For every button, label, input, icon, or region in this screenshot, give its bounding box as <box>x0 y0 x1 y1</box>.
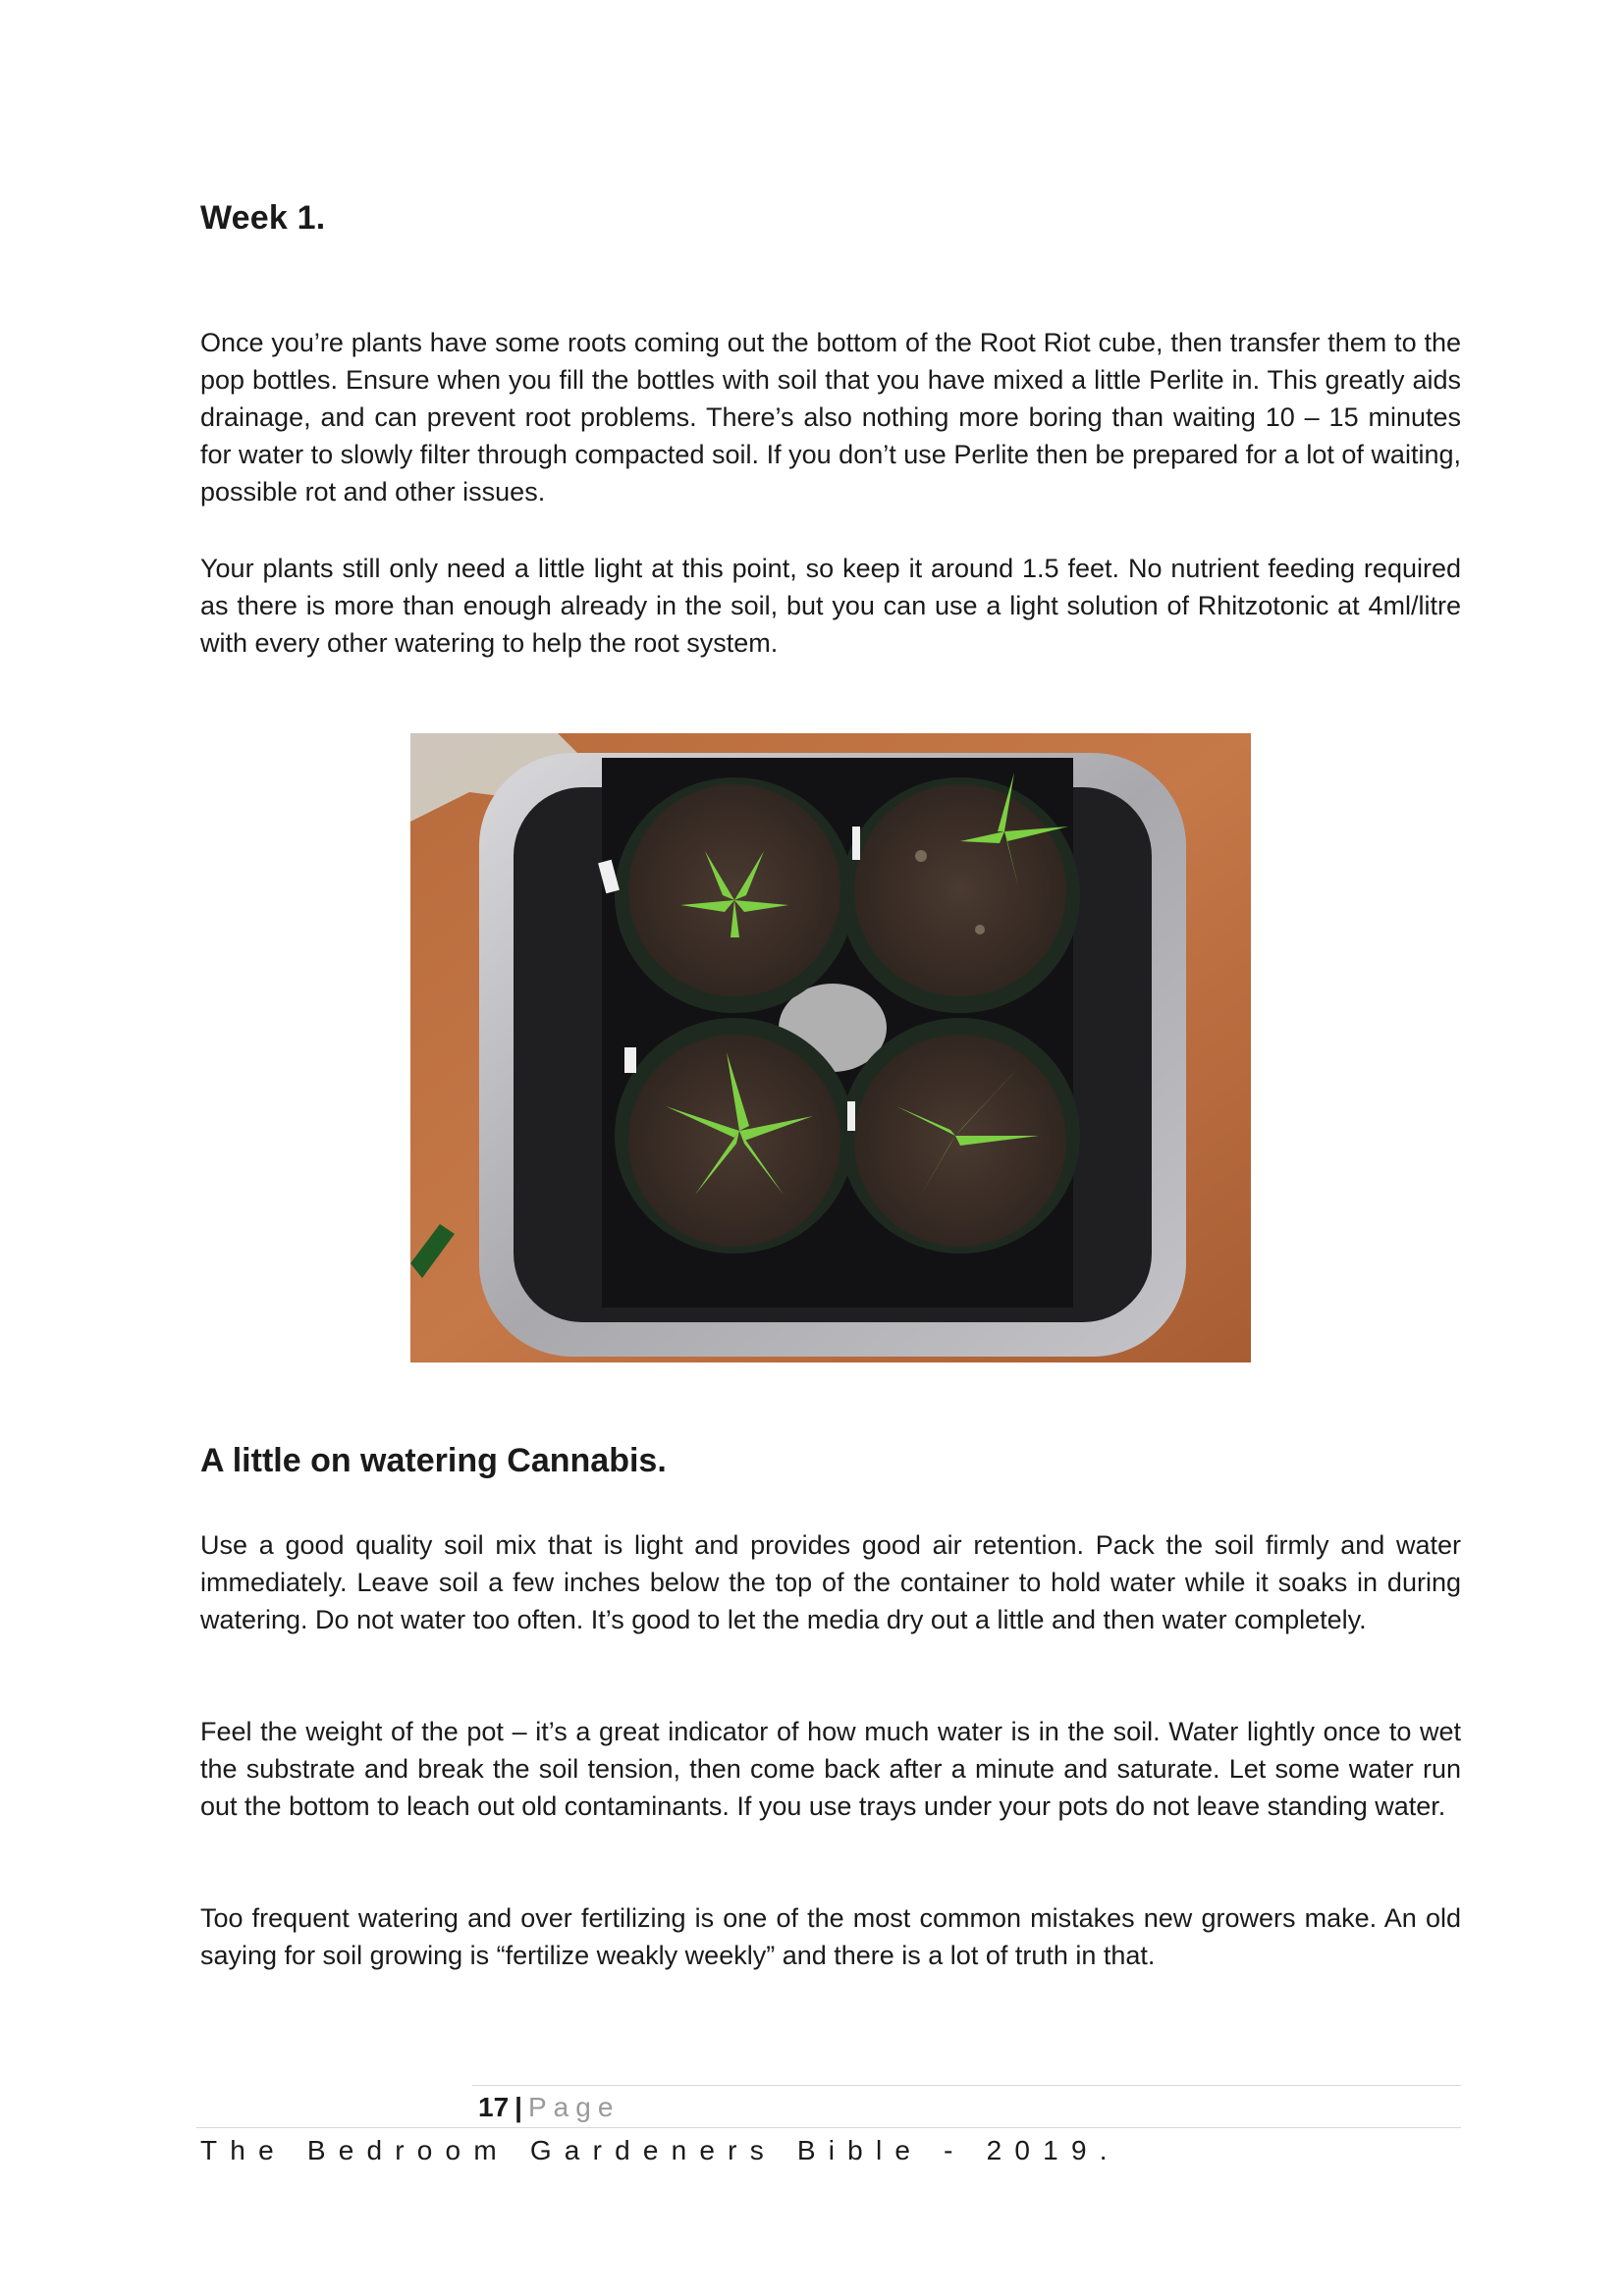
page-number <box>478 2092 620 2123</box>
page-number-value: 17 <box>478 2092 510 2122</box>
footer-divider-top <box>472 2085 1461 2086</box>
section-heading-watering: A little on watering Cannabis. <box>200 1442 667 1479</box>
page-number-separator: | <box>514 2092 522 2122</box>
paragraph-over-fertilizing: Too frequent watering and over fertilizing is one of the most common mistakes new growers make. An old saying for soil growing is “fertilize weakly weekly” and there is a lot of truth in that. <box>200 1903 1461 1970</box>
paragraph-pot-weight: Feel the weight of the pot – it’s a great indicator of how much water is in the soil. Water lightly once to wet the substrate and break the soil tension, then come back after a minute and saturate. Let some water run out the bottom to leach out old contaminants. If you use trays under your pots do not leave standing water. <box>200 1717 1461 1821</box>
paragraph-light: Your plants still only need a little light at this point, so keep it around 1.5 feet. No nutrient feeding required as there is more than enough already in the soil, but you can use a light solution of Rhitzotonic at 4ml/litre with every other watering to help the root system. <box>200 554 1461 658</box>
footer-divider-bottom <box>196 2127 1461 2128</box>
pot-top-left <box>615 777 854 1013</box>
paragraph-transplant: Once you’re plants have some roots coming out the bottom of the Root Riot cube, then transfer them to the pop bottles. Ensure when you fill the bottles with soil that you have mixed a little Perlite in. This greatly aids drainage, and can prevent root problems. There’s also nothing more boring than waiting 10 – 15 minutes for water to slowly filter through compacted soil. If you don’t use Perlite then be prepared for a lot of waiting, possible rot and other issues. <box>200 328 1461 507</box>
paragraph-soil-mix: Use a good quality soil mix that is light and provides good air retention. Pack the soil firmly and water immediately. Leave soil a few inches below the top of the container to hold water while it soaks in during watering. Do not water too often. It’s good to let the media dry out a little and then water completely. <box>200 1530 1461 1634</box>
pot-bottom-right <box>840 1018 1080 1254</box>
page-label: Page <box>528 2092 621 2122</box>
footer-book-title: The Bedroom Gardeners Bible - 2019. <box>200 2135 1120 2165</box>
pot-bottom-left <box>615 1018 854 1254</box>
seedlings-photo <box>410 733 1251 1362</box>
section-heading-week-1: Week 1. <box>200 199 326 237</box>
